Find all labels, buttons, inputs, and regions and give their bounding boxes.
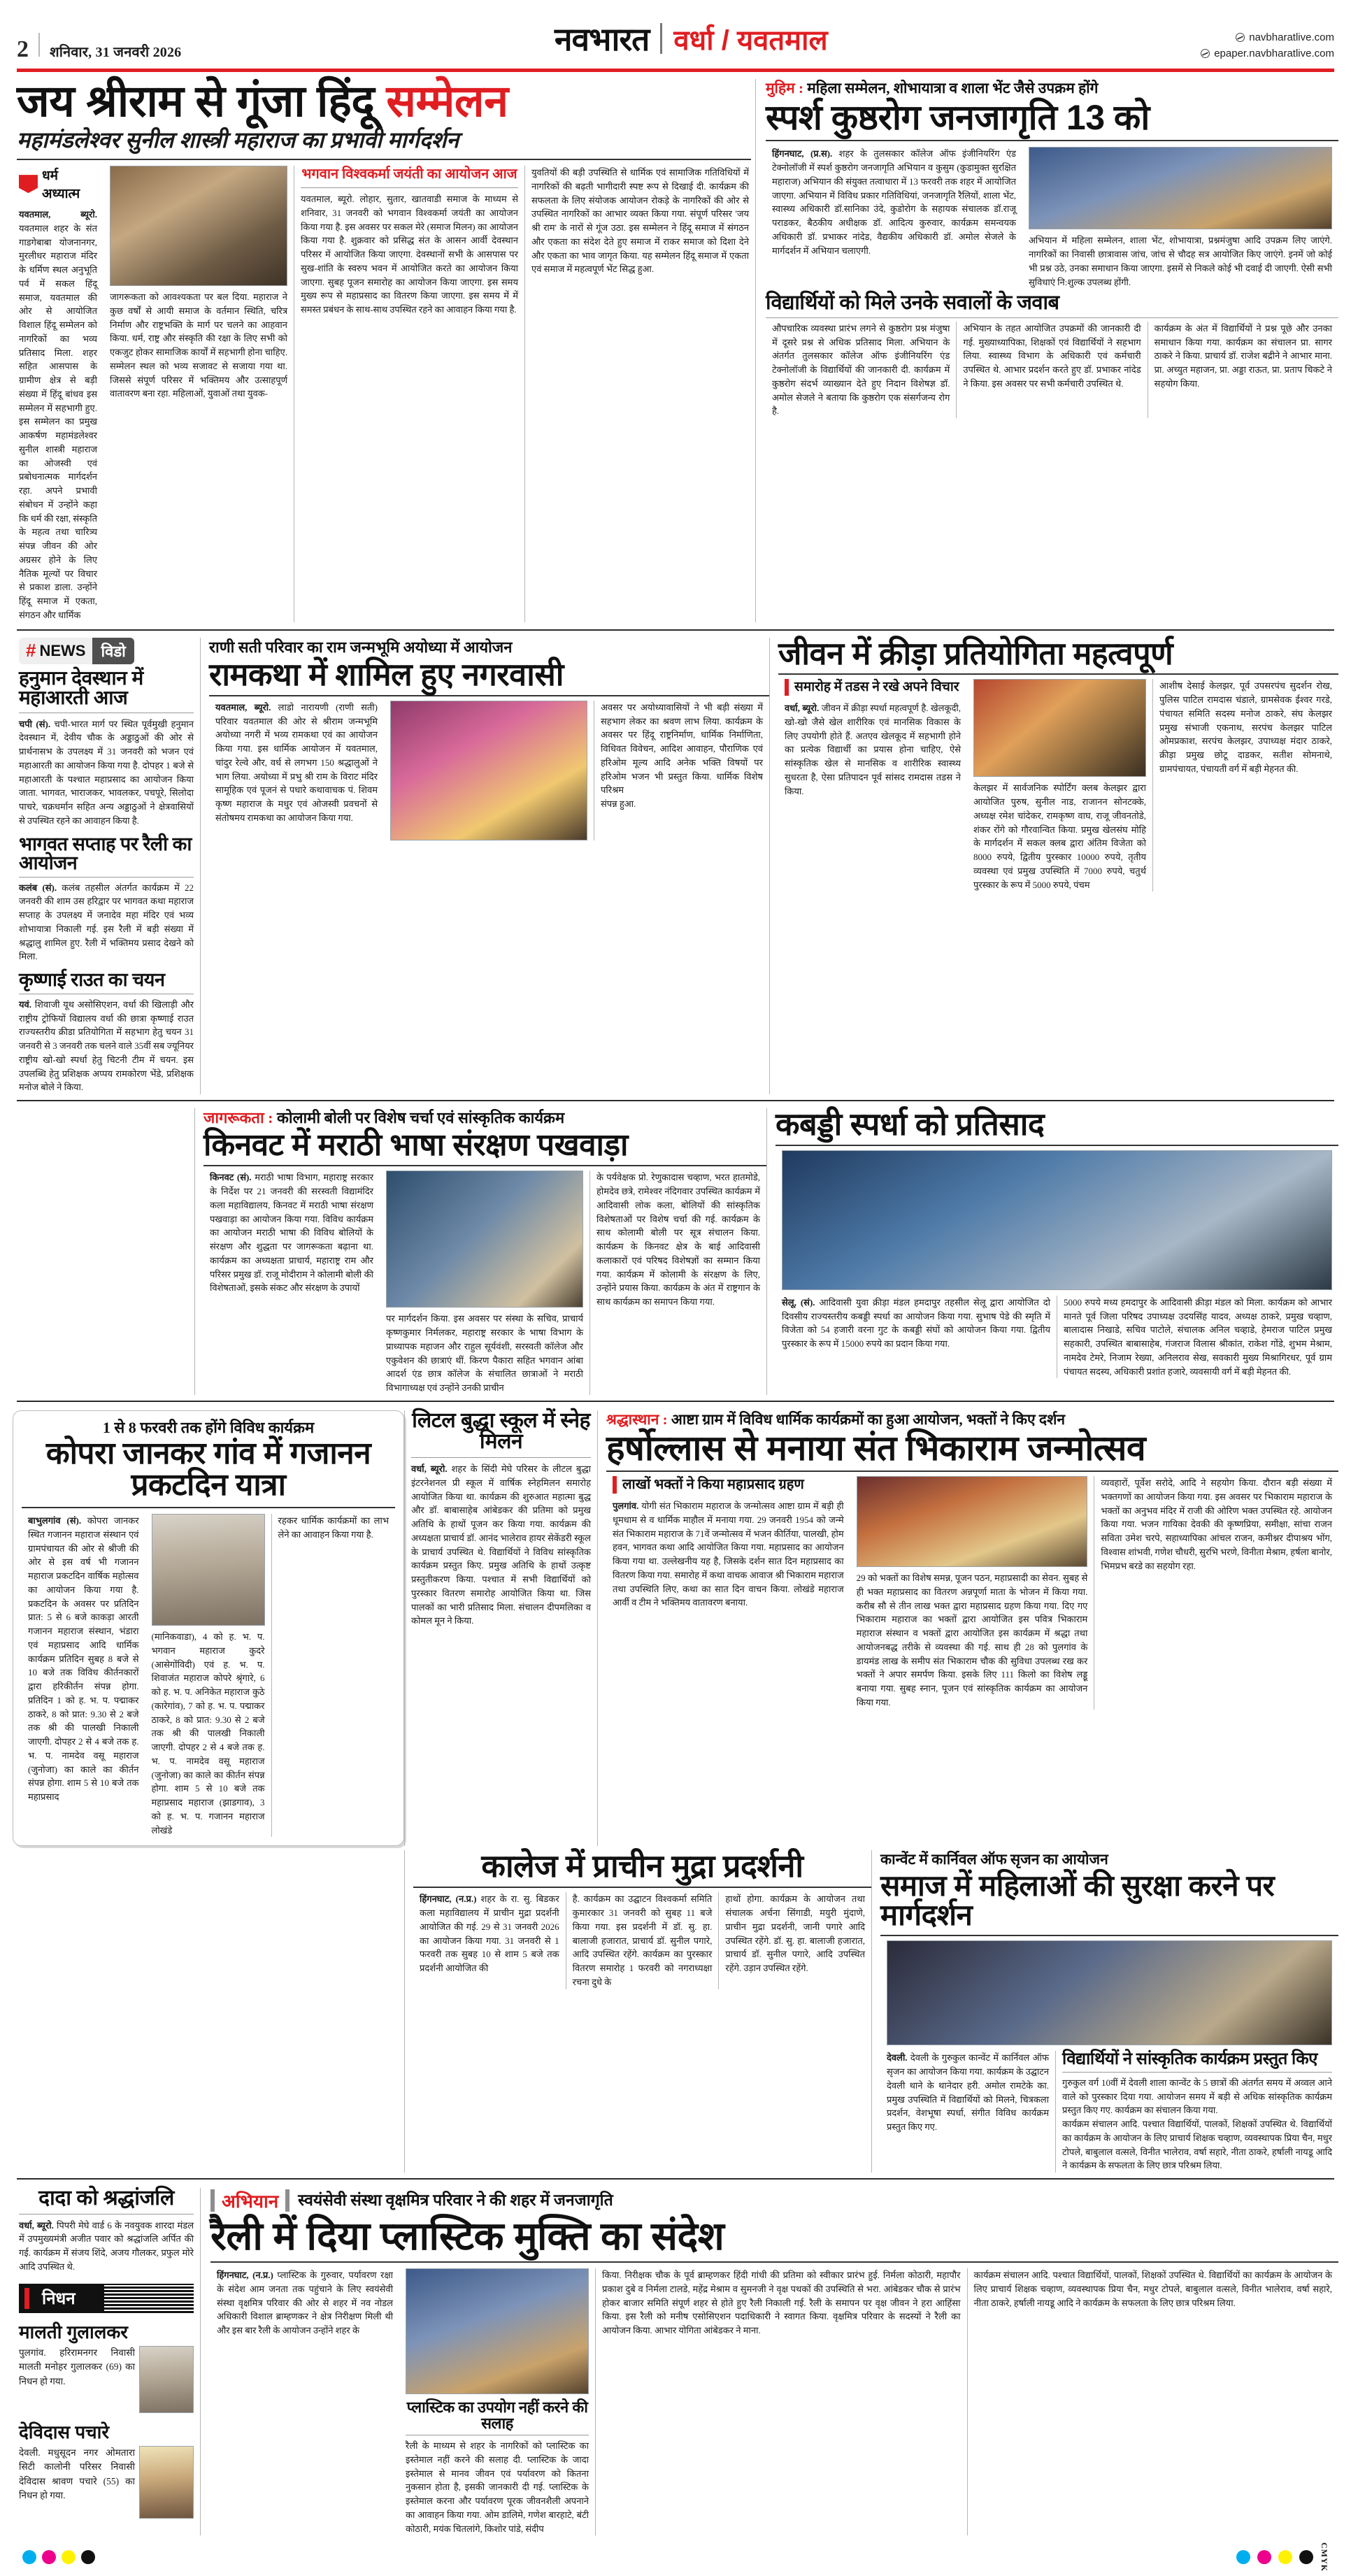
kabaddi-section [766,1108,1338,1395]
section-ribbon [19,166,97,202]
masthead-brand [555,17,828,60]
lead-subheadline: महामंडलेश्वर सुनील शास्त्री महाराज का प्रभावी मार्गदर्शन [17,127,459,153]
bhikaram-col-2 [850,1476,1094,1710]
flag-icon [19,175,38,193]
topright-body-2: अभियान में महिला सम्मेलन, शाला भेंट, शोभायात्रा, प्रश्नमंजुषा आदि उपक्रम लिए जाएंगे. नागरिकों का निवासी छात्रावास जांच, जांच से चौदह सत्र आयोजित किए जाएंगे. इनमें जो कोई भी प्रश्न उठे, उनका समाधान किया जाएगा. इसमें से निकले कोई भी दवाई दी जाएगी. ऐसी सभी सुविधाएं नि:शुल्क उपलब्ध होंगी. [1029,235,1332,287]
globe-icon [1201,49,1210,58]
college-col-2 [566,1892,719,1989]
kabaddi-headline: कबड्डी स्पर्धा को प्रतिसाद [775,1106,1045,1143]
ramkatha-photo [390,701,587,840]
lead-headline [17,79,751,124]
band5-spacer [13,1850,404,2173]
lead-photo-1 [110,166,287,286]
yellow-dot-icon [62,2550,76,2564]
bhagwat-headline: भागवत सप्ताह पर रैली का आयोजन [19,833,192,874]
bhikaram-sub-kicker: लाखों भक्तों ने किया महाप्रसाद ग्रहण [613,1476,844,1494]
label-bar-icon [285,2189,290,2212]
college-byline: हिंगनघाट, (न.प्र.) [420,1894,477,1905]
lead-body-1: यवतमाल शहर के संत गाडगेबाबा योजनानगर, मुरलीधर महाराज मंदिर के धर्मिण स्थल अनुभूति पर्व में सकल हिंदू समाज, यवतमाल की ओर से आयोजित विशाल हिंदू सम्मेलन को नागरिकों का भव्य प्रतिसाद मिला. शहर सहित आसपास के ग्रामीण क्षेत्र से बड़ी संख्या में हिंदू बांधव इस सम्मेलन में सहभागी हुए. इस सम्मेलन का प्रमुख आकर्षण महामंडलेश्वर सुनील शास्त्री महाराज का ओजस्वी एवं प्रबोधनात्मक मार्गदर्शन रहा. अपने प्रभावी संबोधन में उन्होंने कहा कि धर्म की रक्षा, संस्कृति के महत्व तथा चारित्र्य संपन्न जीवन की ओर अग्रसर होने के लिए नैतिक मूल्यों पर विचार से प्रकाश डाला. उन्होंने हिंदू समाज में एकता, संगठन और धार्मिक [19,222,97,620]
kopra-kicker: 1 से 8 फरवरी तक होंगे विविध कार्यक्रम [102,1418,315,1436]
college-headline: कालेज में प्राचीन मुद्रा प्रदर्शनी [481,1848,803,1884]
topright-byline: हिंगनघाट, (प्र.स). [772,148,833,159]
kabaddi-body-1: आदिवासी युवा क्रीड़ा मंडल हमदापुर तहसील सेलू द्वारा आयोजित दो दिवसीय राज्यस्तरीय कबड्डी स्पर्धा का आयोजन किया गया. सुभाष पेडे की स्मृति में विजेता को 54 हजारी वरना गुट के कबड्डी संघों को आयोजन किया गया. द्वितीय पुरस्कार के रूप में 15000 रुपये का प्रदान किया गया. [782,1296,1050,1350]
little-buddha-body: शहर के सिंदी मेघे परिसर के लीटल बुद्धा इंटरनेशनल प्री स्कूल में वार्षिक स्नेहमिलन समारोह आयोजित किया था. कार्यक्रम की शुरुआत महात्मा बुद्ध और डॉ. बाबासाहेब आंबेडकर की प्रतिमा को प्रमुख अतिथि के हाथों पूजन कर किया गया. कार्यक्रम की अध्यक्षता प्राचार्य डॉ. आनंद भालेराव हायर सेकेंडरी स्कूल के प्राचार्य उपस्थित थे. विद्यार्थियों ने विविध सांस्कृतिक कार्यक्रम प्रस्तुत किए. प्रमुख अतिथि के हाथों उत्कृष्ट प्रस्तुतीकरण किया. पश्चात में सभी विद्यार्थियों को पुरस्कार वितरण समारोह आयोजित किया था. जिस पालकों का भारी प्रतिसाद मिला. संचालन दीपमलिका व कोमल मून ने किया. [411,1464,592,1626]
stripes-icon [104,2285,194,2312]
kabaddi-body-2: 5000 रुपये मध्य हमदापुर के आदिवासी क्रीड़ा मंडल को मिला. कार्यक्रम को आभार मानते पूर्व जिला परिषद उपाध्यक्ष उदयसिंह यादव, अध्यक्ष ठाकरे, प्रमुख चव्हाण, बालादास निखाडे, सचिव पाटोले, संचालक अनिल चव्हाडे, हेमराज पाटिल प्रमुख सहकारी, उपस्थित बाबासाहेब, गंजराज विलास श्रीकांत, राकेश गोंडे, शुभम मेश्राम, नामदेव टेमरे, निजाम रेख्या, अनिलराव सेख, सवकारी मुख्य मिश्रागिरधर, पूर्व ग्राम पंचायत सदस्य, अधिकारी प्रशांत हजारे, व्यवसायी वर्ग में बड़ी मेहनत की. [1064,1296,1332,1377]
topright-sub-body-3: कार्यक्रम के अंत में विद्यार्थियों ने प्रश्न पूछे और उनका समाधान किया गया. कार्यक्रम का संचालन प्रा. सागर ठाकरे ने किया. प्राचार्य डॉ. राजेश बद्रीने ने आभार माना. प्रा. अच्युत महाजन, प्रा. अड्डा राऊत, प्रा. प्रताप चिकटे ने सहयोग किया. [1154,322,1332,389]
obituary-text: देवली. मधुसूदन नगर ओमतारा सिटी कालोनी परिसर निवासी देविदास श्रावण पचारे (55) का निधन हो गया. [19,2447,135,2501]
masthead-left [17,33,181,62]
kopra-col-1 [22,1514,145,1837]
masthead [13,0,1338,64]
epaper-line[interactable] [1201,45,1334,62]
lead-section [13,79,1338,622]
convent-body-1: देवली के गुरुकुल कान्वेंट में कार्निवल ऑफ सृजन का आयोजन किया गया. कार्यक्रम के उद्घाटन देवली थाने के थानेदार हरी. अमोल रामटेके का. प्रमुख उपस्थिति में विद्यार्थियों को मिलने, चित्रकला प्रदर्शन, वेशभूषा स्पर्धा, संगीत विविध कार्यक्रम प्रस्तुत किए गए. [887,2052,1049,2133]
topright-headline: स्पर्श कुष्ठरोग जनजागृति 13 को [766,98,1150,138]
marathi-byline: किनवट (सं). [210,1172,252,1183]
section-ribbon-label: धर्म अध्यात्म [41,169,80,202]
dada-headline: दादा को श्रद्धांजलि [38,2187,174,2210]
topright-photo [1029,147,1332,229]
sports-body-1: जीवन में क्रीड़ा स्पर्धा महत्वपूर्ण है. खेलकूदी, खो-खो जैसे खेल शारीरिक एवं मानसिक विकास के लिए उपयोगी होते हैं. अतएव खेलकूद में सहभागी होने का प्रत्येक विद्यार्थी का प्रयास होना चाहिए, ऐसे सांस्कृतिक खेल से मानसिक व शारीरिक स्वास्थ्य सुधरता है, ऐसा प्रतिपादन पूर्व सांसद रामदास तडस ने किया. [785,703,961,796]
plastic-byline: हिंगनघाट, (न.प्र.) [217,2270,273,2281]
band-2 [13,635,1338,1094]
convent-body-2: गुरुकुल वर्ग 10वीं में देवली शाला कान्वेंट के 5 छात्रों की अंतर्गत समय में अव्वल आने वाले को पुरस्कार दिया गया. आयोजन समय में बड़ी से अधिक सांस्कृतिक कार्यक्रम प्रस्तुत किए गए. कार्यक्रम का संचालन किया गया. [1062,2077,1332,2116]
plastic-kicker: स्वयंसेवी संस्था वृक्षमित्र परिवार ने की शहर में जनजागृति [298,2191,613,2209]
bhikaram-body-2: 29 को भक्तों का विशेष समन्न, पूजन पठन, महाप्रसादी का सेवन. सुबह से ही भक्त महाप्रसाद का वितरण अन्नपूर्णा माता के भोजन में किया गया. करीब सौ से तीन लाख भक्त द्वारा महाप्रसाद ग्रहण किया गया. दिए गए भिकाराम महाराज का भक्तों द्वारा आयोजित इस पवित्र भिकाराम महाराज संस्थान व भक्तों द्वारा आयोजित इस कार्यक्रम में श्रद्धा तथा आयोजनबद्ध तरीके से व्यवस्था की गई. साथ ही 28 को पुलगांव के डायमंड लाख के समीप संत भिकाराम चौक की सुविधा उपलब्ध रख कर भक्तों ने अपार समर्पण किया. इसके लिए 111 किलो का विशेष लड्डू बनाया गया. सुबह स्नान, पूजन एवं सांस्कृतिक कार्यक्रम का आयोजन किया गया. [856,1573,1088,1708]
bhikaram-col-3 [1094,1476,1338,1710]
krishnai-body: शिवाजी यूथ असोसिएशन, वर्धा की खिलाड़ी और राष्ट्रीय ट्रोफियों विद्यालय वर्धा की छात्रा कृष्णाई राउत राज्यस्तरीय क्रीडा प्रतियोगिता में सहभाग हेतु चयन 31 जनवरी से 3 जनवरी तक चलने वाले 35वीं सब ज्यूनियर राष्ट्रीय खो-खो स्पर्धा हेतु चिटनी टीम में चयन. इस उपलब्धि हेतु प्रशिक्षक अप्पय रामकोरण भेंडे, प्रशिक्षक मनोज बोले ने किया. [19,999,194,1093]
page-footer [13,2535,1338,2576]
obituary-item [19,2419,194,2519]
kabaddi-photo [782,1150,1332,1290]
lead-headline-part1: जय श्रीराम से गूंजा हिंदू [17,77,387,126]
kopra-headline: कोपरा जानकर गांव में गजानन प्रकटदिन यात्रा [45,1436,371,1503]
topright-sub-body-2: अभियान के तहत आयोजित उपक्रमों की जानकारी दी गई. मुख्याध्यापिका, शिक्षकों एवं विद्यार्थियों ने सहभाग लिया. स्वास्थ्य विभाग के अधिकारी एवं कर्मचारी उपस्थित थे. आभार प्रदर्शन करते हुए डॉ. प्रभाकर नांदेड ने किया. इस अवसर पर सभी कर्मचारी उपस्थित थे. [963,322,1141,389]
sports-col-1 [778,679,967,892]
marathi-body-3: के पर्यवेक्षक प्रो. रेणुकादास चव्हाण, भरत हातमोडे, होमदेव छत्रे, रामेश्वर नंदिगवार उपस्थित कार्यक्रम में आदिवासी लोक कला, बोलियों की सांस्कृतिक विशेषताओं पर विशेष चर्चा की गई. कार्यक्रम के साथ कोलामी बोली पर सूत्र संचालन किया. कार्यक्रम के किनवट क्षेत्र के बाई आदिवासी कलाकारों एवं परिषद विशेषज्ञों का सम्मान किया गया. कार्यक्रम में कोलामी के संरक्षण के लिए, उन्होंने प्रयास किया. कार्यक्रम के अंत में राष्ट्रगान के साथ कार्यक्रम का समापन किया गया. [596,1172,760,1308]
band-3 [13,1108,1338,1395]
college-col-1 [413,1892,566,1989]
obituary-portrait [139,2346,194,2413]
hanuman-byline: चपी (सं). [19,718,51,729]
little-buddha-headline: लिटल बुद्धा स्कूल में स्नेह मिलन [412,1408,590,1454]
kopra-box [13,1410,404,1847]
sports-body-2: केलझर में सार्वजनिक स्पोर्टिंग क्लब केलझर द्वारा आयोजित पुरुष, सुनील नाड, राजानन सोनटक्के, अध्यक्ष रमेश चांदेकर, रामकृष्ण वाघ, राजू जीवनतोडे, शंकर रोंगे को गौरवान्वित किया. प्रमुख खेलसंघ मोहि के मार्गदर्शन में सकल क्लब द्वारा अंतिम विजेता को 8000 रुपये, द्वितीय पुरस्कार 10000 रुपये, तृतीय व्यवस्था एवं प्रमुख उपस्थिति में 7000 रुपये, चतुर्थ पुरस्कार के रूप में 5000 रुपये, पंचम [973,782,1146,890]
kopra-body-3: रहकर धार्मिक कार्यक्रमों का लाभ लेने का आवाहन किया गया है. [278,1515,389,1540]
newspaper-logo: नवभारत [555,21,650,57]
campaign-label-text: अभियान [222,2191,279,2212]
plastic-headline: रैली में दिया प्लास्टिक मुक्ति का संदेश [210,2214,724,2259]
ramkatha-col-1 [209,701,384,840]
bhikaram-kicker-tag: श्रद्धास्थान : [606,1410,668,1428]
sports-headline: जीवन में क्रीड़ा प्रतियोगिता महत्वपूर्ण [778,635,1173,671]
obituary-item [19,2319,194,2413]
college-section [404,1850,871,2173]
kopra-photo [152,1514,265,1626]
video-badge-label: विडो [92,638,134,664]
publication-date: शनिवार, 31 जनवरी 2026 [50,45,182,60]
marathi-photo [386,1171,583,1308]
bhikaram-col-1 [606,1476,850,1710]
edition-name: वर्धा / यवतमाल [673,24,828,56]
ramkatha-section [200,638,769,1094]
cyan-dot-icon [1236,2550,1250,2564]
bhikaram-photo [857,1476,1088,1567]
bhikaram-body-1: योगी संत भिकाराम महाराज के जन्मोत्सव आष्टा ग्राम में बड़ी ही धूमधाम से व धार्मिक माहौल में मनाया गया. 29 जनवरी 1954 को जन्मे संत भिकाराम महाराज के 71वें जन्मोत्सव में भजन कीर्तिया, पालखी, होम हवन, भागवत कथा आदि आयोजित किया गया. महाप्रसाद का आयोजन किया गया था. उल्लेखनीय यह है, जिसके दर्शन सात दिन महाप्रसाद का वितरण किया गया. समारोह में कथा वाचक आवाज श्री भिकाराम महाराज तथा उपस्थिति लिए, कथा का सात दिन वाचन किया. लोखंडे महाराज आर्वी व टीम ने भक्तिमय वातावरण बनाया. [613,1501,844,1608]
little-buddha-byline: वर्धा, ब्यूरो. [411,1464,448,1475]
kopra-col-2 [145,1514,271,1837]
convent-sub-headline: विद्यार्थियों ने सांस्कृतिक कार्यक्रम प्रस्तुत किए [1062,2049,1317,2069]
hash-icon: # [26,640,36,661]
krishnai-headline: कृष्णाई राउत का चयन [19,969,165,991]
band3-spacer [13,1108,194,1395]
ramkatha-headline: रामकथा में शामिल हुए नगरवासी [209,657,564,693]
topright-sub-col-2 [956,322,1147,418]
lead-col-3 [294,166,524,622]
plastic-sub-headline: प्लास्टिक का उपयोग नहीं करने की सलाह [406,2398,588,2432]
ramkatha-byline: यवतमाल, ब्यूरो. [215,701,271,713]
band-4 [13,1410,1338,1847]
kopra-section [13,1410,404,1847]
obituary-header [19,2284,194,2313]
kopra-body-2: (मानिकवाडा), 4 को ह. भ. प. भगवान महाराज कुदरे (आसेगोंविदी) एवं ह. भ. प. शिवाजंत महाराज कोपरे श्रृंगारे, 6 को ह. भ. प. अनिकेत महाराज कुठे (कारेगांव), 7 को ह. भ. प. पद्माकर ठाकरे, 8 को प्रात: 9.30 से 2 बजे तक श्री की पालखी निकाली जाएगी. दोपहर 2 से 4 बजे तक ह. भ. प. नामदेव वसू महाराज (जुनोजा) का काले का कीर्तन संपन्न होगा. शाम 5 से 10 बजे तक महाप्रसाद महाराज (झाडगाव), 3 को ह. भ. प. गजानन महाराज लोखंडे [151,1631,265,1836]
convent-byline: देवली. [887,2052,908,2063]
marathi-kicker [203,1108,766,1128]
label-bar-icon [210,2189,215,2212]
hanuman-headline: हनुमान देवस्थान में महाआरती आज [19,666,143,709]
topright-kicker [766,79,1338,97]
bhikaram-byline: पुलगांव. [613,1501,639,1512]
bottom-left-column [13,2188,200,2535]
college-body-3: हाथों होगा. कार्यक्रम के आयोजन तथा संचालक अर्चना सिंगाडी, मयुरी मुंदाणे, प्राचीन मुद्रा प्रदर्शनी, जानी पगारे आदि उपस्थित रहेंगे. डॉ. सु. हा. बालाजी हजारात, प्राचार्य डॉ. सुनील पगारे, आदि उपस्थित रहेंगे. उड़ान उपस्थित रहेंगे. [725,1894,866,1974]
website-line[interactable] [1201,29,1334,45]
krishnai-byline: यवं. [19,999,32,1010]
ramkatha-body-2: अवसर पर अयोध्यावासियों ने भी बड़ी संख्या में सहभाग लेकर का श्रवण लाभ लिया. कार्यक्रम के अवसर पर हिंदू राष्ट्रनिर्माण, धार्मिक निर्माणिता, विधिवत विवेचन, आदिश आवाहन, पौराणिक एवं हरिओम मूल्य आदि अनेक भक्ति विषयों पर हरिओम भजन भी प्रस्तुत किया. धार्मिक विशेष परिश्रम [601,701,763,796]
plastic-col-2 [399,2268,595,2535]
marathi-section [194,1108,766,1395]
news-badge-label: # NEWS [19,638,92,664]
college-col-3 [718,1892,871,1989]
topright-kicker-tag: मुहिम : [766,80,803,96]
lead-body-3: जागरूकता को आवश्यकता पर बल दिया. महाराज ने कुछ वर्षों से आयी समाज के वर्तमान स्थिति, चरित्र निर्माण और राष्ट्रभक्ति के मार्ग पर चलने का आहवान किया. धर्म, राष्ट्र और संस्कृति की रक्षा के लिए सभी को एकजुट होकर सामाजिक कार्यों में सहभागी होना चाहिए. सम्मेलन स्थल को भव्य सजावट से सजाया गया था. जिससे संपूर्ण परिसर में भक्तिमय और उत्साहपूर्ण वातावरण बना रहा. महिलाओं, युवाओं तथा युवक- [110,292,287,399]
epaper-url: epaper.navbharatlive.com [1214,47,1334,59]
cmyk-label: CMYK [1320,2542,1329,2573]
hanuman-body: चपी-भारत मार्ग पर स्थित पूर्वमुखी हनुमान देवस्थान में, देवीय चौक के अड्डाठुओं की ओर से प्रार्थनासभ के उपलक्ष्य में 31 जनवरी को भजन एवं महाआरती का आयोजन किया गया है. दोपहर 1 बजे से महाआरती के पश्चात महाप्रसाद का आयोजन किया जाता. भागवत, भाराजकर, भावलकर, पचपूरे, सिलोदा पाचरे, चक्रधर्मान सहित अन्य अड्डाठुओं ने क्षेत्रवासियों से उपस्थित रहने का आवाहन किया है. [19,718,194,826]
lead-body-2: यवतमाल, ब्यूरो. लोहार, सुतार, खातवाडी समाज के माध्यम से शनिवार, 31 जनवरी को भगवान विश्वकर्मा जयंती का आयोजन किया गया है. इस अवसर पर सकल मेरे (समाज मिलन) का आयोजन किया गया है. शुक्रवार को प्रसिद्ध संत के आसन आर्वी देवस्थान परिसर में आयोजित किया जाएगा. देवस्थानों सभी के आसपास पर सुख-शांति के स्वरुप भवन में आयोजित करते का आयोजन किया जाएगा. सुबह पूजन समारोह का आयोजन किया जाएगा. इस समय मुख्य रूप से महाप्रसाद का वितरण किया जाएगा. इस समय में में समस्त प्रबंधन के साथ-साथ उपस्थित रहने का आवाहन किया गया है. [301,194,518,315]
plastic-body-4: कार्यक्रम संचालन आदि. पश्चात विद्यार्थियों, पालकों, शिक्षकों उपस्थित थे. विद्यार्थियों का कार्यक्रम के आयोजन के लिए प्राचार्य शिक्षक चव्हाण, व्यवस्थापक प्रिया चैन, मधुर टोपले, बाबुलाल वत्सले, विनीत भालेराव, वर्षा सहारे, नीता ठाकरे, हर्षाली नायडू आदि ने कार्यक्रम के सफलता के लिए छात्र परिश्रम लिया. [973,2270,1332,2308]
bhagwat-body: कलंब तहसील अंतर्गत कार्यक्रम में 22 जनवरी की शाम उस हरिद्वार पर भागवत कथा महाराज सप्ताह के उपलक्ष्य में जनादेव महा मंदिर एवं भव्य शोभायात्रा निकाली गई. इस रैली में बड़ी संख्या में श्रद्धालु शामिल हुए. रैली में भक्तिमय प्रसाद देखने को मिला. [19,882,194,962]
masthead-divider-icon [38,33,40,57]
convent-headline: समाज में महिलाओं की सुरक्षा करने पर मार्गदर्शन [880,1868,1275,1932]
college-body-2: है. कार्यक्रम का उद्घाटन विश्वकर्मा समिति कुमारकार 31 जनवरी को सुबह 11 बजे किया गया. इस प्रदर्शनी में डॉ. सु. हा. बालाजी हजारात, प्राचार्य डॉ. सुनील पगारे, आदि उपस्थित रहेंगे. कार्यक्रम का पुरस्कार वितरण समारोह 1 फरवरी को नगराध्यक्षा रचना दुधे के [572,1894,713,1987]
convent-photo [887,1940,1332,2045]
lead-col-2 [103,166,294,622]
cmyk-dots-right [1236,2542,1329,2572]
ramkatha-kicker: राणी सती परिवार का राम जन्मभूमि अयोध्या में आयोजन [209,638,513,656]
convent-col-1 [880,2051,1055,2173]
convent-body-3: कार्यक्रम संचालन आदि. पश्चात विद्यार्थियों, पालकों, शिक्षकों उपस्थित थे. विद्यार्थियों का कार्यक्रम के आयोजन के लिए प्राचार्य शिक्षक चव्हाण, व्यवस्थापक प्रिया चैन, मधुर टोपले, बाबुलाल वत्सले, विनीत भालेराव, वर्षा सहारे, नीता ठाकरे, हर्षाली नायडू आदि ने कार्यक्रम के सफलता के लिए छात्र परिश्रम लिया. [1062,2119,1332,2171]
ramkatha-col-3 [594,701,769,840]
topright-kicker-rest: महिला सम्मेलन, शोभायात्रा व शाला भेंट जैसे उपक्रम होंगे [803,80,1099,96]
bhikaram-body-3: व्यवहारों, पूर्वेश सरोदे, आदि ने सहयोग किया. दौरान बड़ी संख्या में भक्तगणों का आयोजन किया गया. इस अवसर पर भिकाराम महाराज के भक्तों का अनुभव मंदिर में राजी की ओरिण भक्त उपस्थित रहे. आयोजन किया गया. भजन गायिका देवकी की कृष्णप्रिया, समीक्षा, सांचा राजन सविता उमेश चरपे, सहाध्यापिका आंचल राजन, कमीश्नर दीपाश्रय भोंग, विश्वास शांभवी, गणेश चौधरी, सुरभि भरणे, विनीता मेश्राम, हर्षला बानोर, भिमप्रभ बरडे का सहयोग रहा. [1101,1477,1333,1571]
masthead-websites [1201,29,1334,62]
hanuman-section [13,638,200,1094]
topright-sub-body-1: औपचारिक व्यवस्था प्रारंभ लगने से कुष्ठरोग प्रश्न मंजुषा में दूसरे प्रश्न से अधिक प्रतिसाद मिला. अभियान के अंतर्गत तुलसकार कॉलेज ऑफ इंजीनियरिंग एंड टेक्नोलॉजी के विद्यार्थियों की जानकारी दी. कार्यक्रम में कुष्ठरोग संदर्भ व्याख्यान देते हुए निदान विशेषज्ञ डॉ. अमोल सेजले ने बताया कि कुष्ठरोग एक संसर्गजन्य रोग है. [772,322,950,417]
page-number: 2 [17,36,29,62]
topright-col-1 [766,147,1022,289]
convent-col-2 [1055,2051,1338,2173]
convent-section [871,1850,1338,2173]
brand-separator-icon [660,23,662,54]
topright-section [755,79,1338,622]
plastic-body-2: रैली के माध्यम से शहर के नागरिकों को प्लास्टिक का इस्तेमाल नहीं करने की सलाह दी. प्लास्टिक के जादा इस्तेमाल से मानव जीवन एवं पर्यावरण को कितना नुकसान होता है, इसकी जानकारी दी गई. प्लास्टिक के इस्तेमाल करना और पर्यावरण पूरक जीवनशैली अपनाने का आवाहन किया गया. ओम डालिमे, गणेश बारहाटे, बंटी कोठारी, मयंक चितलांगे, किशोर पांडे, संदीप [406,2440,589,2534]
plastic-col-1 [210,2268,399,2535]
band-5 [13,1850,1338,2173]
marathi-kicker-tag: जागरूकता : [203,1109,273,1127]
bhikaram-kicker-rest: आष्टा ग्राम में विविध धार्मिक कार्यक्रमों का हुआ आयोजन, भक्तों ने किए दर्शन [667,1410,1065,1428]
obituary-accent-bar-icon [24,2288,29,2309]
marathi-headline: किनवट में मराठी भाषा संरक्षण पखवाड़ा [203,1127,628,1162]
bhikaram-kicker [606,1410,1338,1429]
sports-body-3: आशीष देसाई केलझर, पूर्व उपसरपंच सुदर्शन रोख, पुलिस पाटिल रामदास चंडाले, ग्रामसेवक ईश्वर गरडे, पंचायत समिति सदस्य मनोज ठाकरे, संघ केलझर प्रमुख संभाजी एकनाथ, सरपंच केलझर पाटिल ओमप्रकाश, सरपंच केलझर, उपाध्यक्ष मंदार ठाकरे, क्रीड़ा प्रमुख छोटू दाडकर, सतीश सोमनाथे, ग्रामपंचायत, पंचायती वर्ग में बड़ी मेहनत की. [1159,680,1332,774]
ramkatha-body-1: लाडो नारायणी (राणी सती) परिवार यवतमाल की ओर से श्रीराम जन्मभूमि अयोध्या नगरी में भव्य रामकथा एवं का आयोजन किया गया. इस धार्मिक आयोजन में यवतमाल, चांदुर रेल्वे और, वर्ध से लगभग 150 श्रद्धालुओं ने भाग लिया. अयोध्या में प्रभु श्री राम के विराट मंदिर सामूहिक एवं पूजनं से पधारे कथावाचक पं. शिवम कृष्ण महाराज के मधुर एवं ओजस्वी प्रवचनों से संतोषमय रामकथा का आयोजन किया गया. [215,701,378,823]
little-buddha-section [404,1410,597,1847]
dada-body: पिपरी मेघे वार्ड 6 के नवयुवक शारदा मंडल में उपमुख्यमंत्री अजीत पवार को श्रद्धांजलि अर्पित की गई. कार्यक्रम में संजय शिंदे, अजय गौलकर, प्रफुल मोरे आदि उपस्थित थे. [19,2219,194,2272]
magenta-dot-icon [42,2550,56,2564]
sports-section [769,635,1338,1094]
kopra-col-3 [271,1514,396,1837]
plastic-section [200,2188,1338,2535]
lead-byline: यवतमाल, ब्यूरो. [19,209,97,220]
topright-sub-col-1 [766,322,956,418]
bhagwat-byline: कलंब (सं). [19,882,57,893]
bhikaram-section [597,1410,1338,1847]
lead-sub-kicker: भगवान विश्वकर्मा जयंती का आयोजन आज [301,166,517,183]
obituary-text: पुलगांव. हरिरामनगर निवासी मालती मनोहर गुलालकर (69) का निधन हो गया. [19,2347,135,2387]
obituary-name: मालती गुलालकर [19,2321,128,2342]
marathi-body-1: मराठी भाषा विभाग, महाराष्ट्र सरकार के निर्देश पर 21 जनवरी की सरस्वती विद्यामंदिर कला महाविद्यालय, किनवट में मराठी भाषा संरक्षण पखवाड़ा का आयोजन किया गया. विविध कार्यक्रम का आयोजन मराठी भाषा की विविध बोलियों के संरक्षण और शुद्धता पर जागरूकता बढ़ाना था. कार्यक्रम का अध्यक्षता प्राचार्य, महाराष्ट्र राम और परिसर प्रमुख डॉ. राजू मोदीराम ने कोलामी बोली की विशेषताओं, इसके संकट और संरक्षण के उपायों [210,1172,374,1294]
ramkatha-col-2 [384,701,594,840]
cmyk-dots-left [22,2550,95,2564]
bhikaram-headline: हर्षोल्लास से मनाया संत भिकाराम जन्मोत्सव [606,1429,1146,1468]
masthead-red-rule [17,69,1334,72]
plastic-col-3 [595,2268,967,2535]
marathi-body-2: पर मार्गदर्शन किया. इस अवसर पर संस्था के सचिव, प्राचार्य कृष्णकुमार निर्मलकर, महाराष्ट्र सरकार के भाषा विभाग के प्राध्यापक महाजन और राहुल सूर्यवंशी, सरस्वती कॉलेज और एकुवेशन की छात्राएं थीं. किरण पैकारा सहित भगवान आंबा आदर्श एंड छात्र कॉलेज के संचालित छात्राओं ने मराठी विभागाध्यक्ष एवं उन्होंने उनकी प्राचीन [386,1313,583,1394]
plastic-body-3: किया. निरीक्षक चौक के पूर्व ब्राम्हणकर हिंदी गांधी की प्रतिमा को स्वीकार प्रारंभ हुई. निर्मला कोठारी, महापौर प्रकाश दुबे व निर्मला टालडे, महेंद्र मेश्राम व सुमनजी ने वृक्ष पथकों की उपस्थिति से भरा. आंबेडकर चौक से प्रारंभ होकर बाजार समिति संपूर्ण शहर से होते हुए रैली निकाली गई. रैली के समापन पर वृक्ष जीवन ने हरा आहिंसा किया. इस रैली को मनीष एसोसिएशन पदाधिकारी ने स्वागत किया. वृक्षमित्र परिवार के सदस्यों ने रैली का आयोजन किया. आभार योगिता आंबेडकर ने माना. [602,2270,961,2336]
marathi-col-2 [380,1171,589,1395]
kabaddi-col-2 [1057,1296,1338,1379]
cyan-dot-icon [22,2550,36,2564]
marathi-kicker-rest: कोलामी बोली पर विशेष चर्चा एवं सांस्कृतिक कार्यक्रम [273,1109,565,1127]
lead-body-4: युवतियों की बड़ी उपस्थिति से धार्मिक एवं सामाजिक गतिविधियों में नागरिकों की बढ़ती भागीदारी स्पष्ट रूप से दिखाई दी. कार्यक्रम की सफलता के लिए संयोजक आयोजन रोकड़े के नागरिकों की ओर से उपस्थित नागरिकों का आभार व्यक्त किया गया. संपूर्ण परिसर 'जय श्री राम' के नारों से गूंज उठा. इस सम्मेलन ने हिंदू समाज में संगठन और एकता का संदेश देते हुए समाज में राकर समाज को दिशा देने और एकता का भाव जागृत किया. यह सम्मेलन हिंदू समाज में एकता एवं समाज में महत्वपूर्ण भेंट सिद्ध हुआ. [531,167,749,275]
sports-kicker: समारोह में तडस ने रखे अपने विचार [785,679,961,696]
black-dot-icon [81,2550,95,2564]
kabaddi-col-1 [775,1296,1057,1379]
globe-icon [1236,33,1245,42]
band-6 [13,2188,1338,2535]
sports-col-2 [967,679,1152,892]
dada-byline: वर्धा, ब्यूरो. [19,2219,54,2231]
sports-photo [973,679,1146,777]
black-dot-icon [1299,2550,1313,2564]
marathi-col-3 [589,1171,766,1395]
plastic-body-1: प्लास्टिक के गुरुवार, पर्यावरण रक्षा के संदेश आम जनता तक पहुंचाने के लिए स्वयंसेवी संस्था वृक्षमित्र परिवार की ओर से शहर में नव नोडल अधिकारी विशाल ब्राम्हणकर ने क्षेत्र निरीक्षण मिली थी और इस बार रैली के आयोजन उन्होंने शहर के [217,2270,394,2336]
plastic-col-4 [967,2268,1339,2535]
topright-col-2 [1022,147,1338,289]
convent-kicker: कान्वेंट में कार्निवल ऑफ सृजन का आयोजन [880,1851,1108,1868]
kopra-byline: बाभुलगांव (सं). [28,1515,82,1526]
lead-col-4 [524,166,755,622]
sports-byline: वर्धा, ब्यूरो. [785,703,820,714]
news-video-badge[interactable] [19,638,134,664]
topright-sub-headline: विद्यार्थियों को मिले उनके सवालों के जवाब [766,292,1059,315]
obituary-section-label: निधन [42,2289,76,2309]
obituary-name: देविदास पचारे [19,2421,109,2442]
kopra-body-1: कोपरा जानकर स्थित गजानन महाराज संस्थान एवं ग्रामपंचायत की ओर से श्रीजी की ओर से इस वर्ष भी गजानन महाराज प्रकटदिन वार्षिक महोत्सव का आयोजन किया गया है. प्रकटदिन के अवसर पर प्रतिदिन प्रात: 5 से 6 बजे काकड़ा आरती गजानन महाराज संस्थान, भंडारा एवं महाप्रसाद आदि धार्मिक कार्यक्रम प्रतिदिन सुबह 8 बजे से 10 बजे तक विविध कीर्तनकारों द्वारा हरिकीर्तन संपन्न होगा. प्रतिदिन 1 को ह. भ. प. पद्माकर ठाकरे, 8 को प्रात: 9.30 से 2 बजे तक श्री की पालखी निकाली जाएगी. दोपहर 2 से 4 बजे तक ह. भ. प. नामदेव वसू महाराज (जुनोजा) का काले का कीर्तन संपन्न होगा. शाम 5 से 10 बजे तक महाप्रसाद [28,1515,139,1803]
kabaddi-byline: सेलू, (सं). [782,1296,815,1308]
topright-sub-col-3 [1148,322,1338,418]
lead-headline-part2: सम्मेलन [386,77,508,126]
ramkatha-body-3: संपन्न हुआ. [601,799,636,810]
lead-left [13,79,755,622]
obituary-portrait [139,2446,194,2519]
yellow-dot-icon [1278,2550,1292,2564]
campaign-label [210,2188,290,2213]
sports-col-3 [1152,679,1338,892]
website-url: navbharatlive.com [1249,31,1334,43]
college-body-1: शहर के रा. सु. बिडकर कला महाविद्यालय में प्राचीन मुद्रा प्रदर्शनी आयोजित की गई. 29 से 31 जनवरी 2026 का आयोजन किया गया. 31 जनवरी से 1 फरवरी तक सुबह 10 से शाम 5 बजे तक प्रदर्शनी आयोजित की [420,1894,559,1974]
topright-body-1: शहर के तुलसकार कॉलेज ऑफ इंजीनियरिंग एंड टेक्नोलॉजी में स्पर्श कुष्ठरोग जनजागृति अभियान व कुसुम (कुडामुक्त सुरक्षित महाराज) अभियान की संयुक्त तत्वाधारा में 13 फरवरी तक शहर में आयोजित जाएगा. अभियान में विविध प्रकार गतिविधियां, जनजागृति रैलियों, शाला भेंट, स्वास्थ्य अधिकारी डॉ.सानिका उंदे, कुडोरोग के सहायक संचालक डॉ.राजू पराडकर, बैठकीय अधीक्षक डॉ. आदित्य कुरुवार, कार्यक्रम समन्वयक अधिकारी डॉ. प्रभाकर नांदेड, वैद्यकीय अधिकारी डॉ. अमोल सेजले के मार्गदर्शन में अभियान चलाएगी. [772,148,1016,256]
lead-col-1 [13,166,103,622]
marathi-col-1 [203,1171,380,1395]
magenta-dot-icon [1257,2550,1271,2564]
plastic-photo [406,2268,589,2394]
